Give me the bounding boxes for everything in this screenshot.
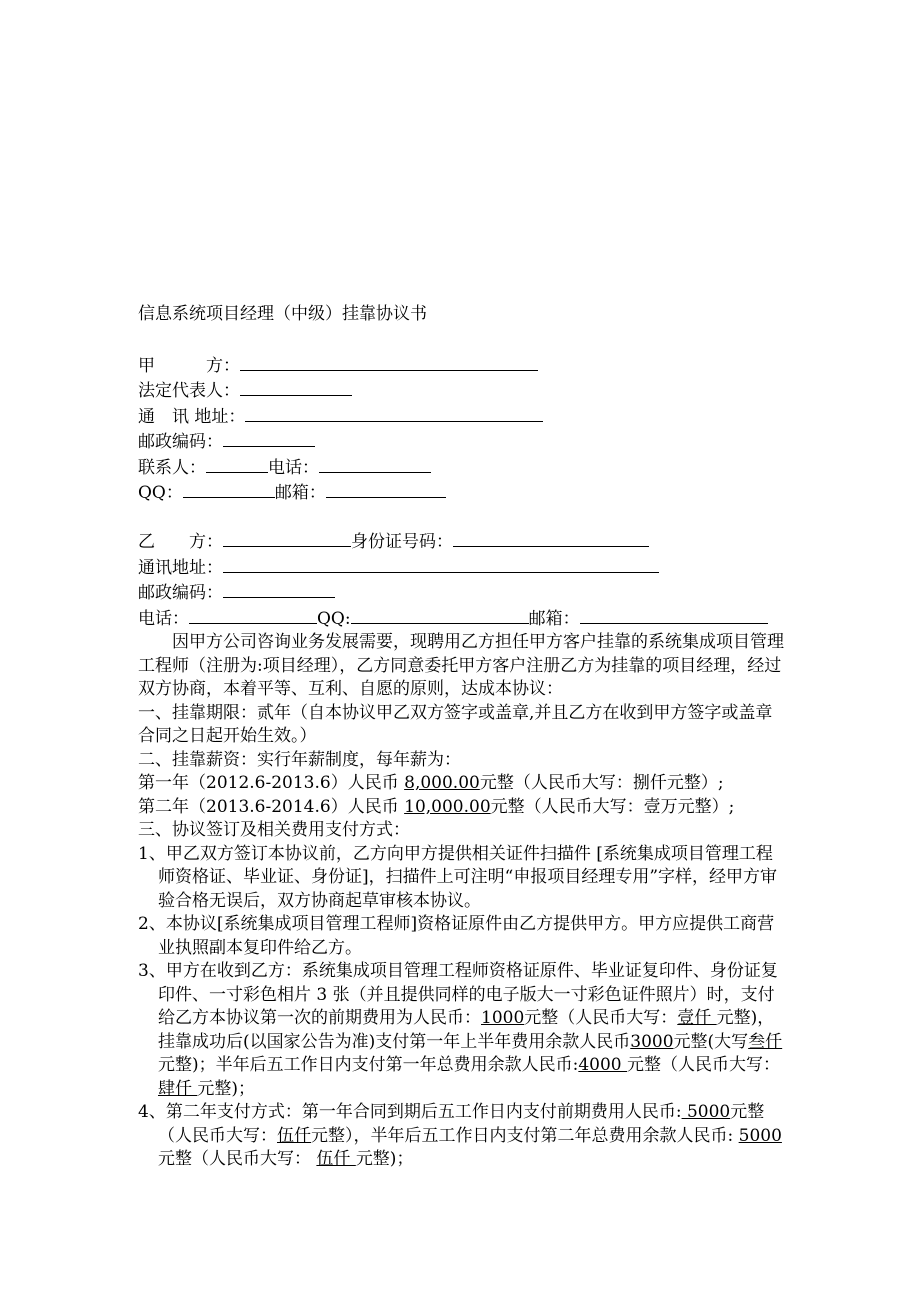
item-4-text-c: 元整），半年后五工作日内支付第二年总费用余款人民币:	[311, 1125, 739, 1146]
intro-paragraph: 因甲方公司咨询业务发展需要，现聘用乙方担任甲方客户挂靠的系统集成项目管理工程师（注册为:项目经理），乙方同意委托甲方客户注册乙方为挂靠的项目经理，经过双方协商，本着平等、互利、自愿的原则，达成本协议：	[138, 632, 784, 699]
party-a-qq-row	[138, 480, 788, 506]
party-b-zip-row	[138, 580, 788, 606]
payment-item-3	[138, 960, 788, 1101]
party-b-email-label: 邮箱：	[528, 608, 580, 629]
item-3-text-b: 元整（人民币大写：	[524, 1008, 678, 1028]
year-1-suffix: 元整（人民币大写：捌仟元整）;	[479, 773, 724, 793]
party-b-zip-label: 邮政编码：	[138, 583, 223, 603]
item-3-amount-1: 1000	[481, 1008, 525, 1028]
clause-salary: 二、挂靠薪资：实行年薪制度，每年薪为：	[138, 749, 461, 770]
item-3-amount-3: 3000	[630, 1031, 674, 1052]
item-3-text-e: 元整)；半年后五工作日内支付第一年总费用余款人民币:	[158, 1055, 579, 1075]
clause-payment: 三、协议签订及相关费用支付方式：	[138, 820, 410, 840]
item-3-text-c: 元整)，挂靠成功后(以国家公告为准)支付第一年上半年费用余款人民币	[158, 1008, 775, 1052]
payment-item-2: 2、本协议[系统集成项目管理工程师]资格证原件由乙方提供甲方。甲方应提供工商营业执照副本复印件给乙方。	[138, 914, 775, 958]
section-gap	[138, 506, 788, 530]
party-b-addr-label: 通讯地址：	[138, 557, 223, 578]
payment-item-1: 1、甲乙双方签订本协议前，乙方向甲方提供相关证件扫描件 [系统集成项目管理工程师资格证、毕业证、身份证]，扫描件上可注明“申报项目经理专用”字样，经甲方审验合格无误后，双方协商起草审核本协议。	[138, 843, 778, 911]
item-4-amount-4: 伍仟	[316, 1149, 356, 1169]
item-4-text-e: 元整)；	[355, 1149, 414, 1169]
item-4-amount-1: 5000	[681, 1102, 731, 1122]
clause-term: 一、挂靠期限：贰年（自本协议甲乙双方签字或盖章,并且乙方在收到甲方签字或盖章合同之日起开始生效。）	[138, 702, 773, 746]
document-title: 信息系统项目经理（中级）挂靠协议书	[138, 304, 427, 324]
party-b-qq-blank	[351, 606, 529, 624]
party-a-qq-blank	[183, 480, 275, 498]
party-a-addr-label: 通 讯 地址：	[138, 406, 246, 427]
party-a-contact-label: 联系人：	[138, 457, 206, 478]
item-3-amount-2: 壹仟	[677, 1008, 717, 1028]
item-3-amount-6: 肆仟	[158, 1078, 198, 1099]
party-a-email-blank	[326, 480, 446, 498]
year-2-suffix: 元整（人民币大写：壹万元整）;	[490, 796, 735, 817]
party-a-name-blank	[240, 353, 538, 371]
party-a-zip-label: 邮政编码：	[138, 432, 223, 452]
party-a-rep-row	[138, 378, 788, 404]
party-a-addr-row	[138, 404, 788, 430]
party-a-rep-blank	[240, 378, 352, 396]
year-1-prefix: 第一年（2012.6-2013.6）人民币	[138, 773, 405, 793]
party-a-phone-label: 电话：	[268, 457, 319, 478]
party-b-addr-blank	[223, 555, 659, 573]
party-b-name-row	[138, 529, 788, 555]
party-b-phone-blank	[189, 606, 317, 624]
payment-item-4	[138, 1101, 788, 1172]
party-a-contact-blank	[206, 455, 268, 473]
salary-year-2	[138, 796, 788, 820]
party-b-addr-row	[138, 555, 788, 581]
party-a-name-row	[138, 353, 788, 379]
item-3-text-a: 3、甲方在收到乙方：系统集成项目管理工程师资格证原件、毕业证复印件、身份证复印件、一寸彩色相片 3 张（并且提供同样的电子版大一寸彩色证件照片）时，支付给乙方本协议第一次的前期费用为人民币：	[138, 961, 778, 1028]
item-4-text-d: 元整（人民币大写：	[158, 1149, 317, 1169]
party-a-addr-blank	[245, 404, 543, 422]
party-b-id-label: 身份证号码：	[351, 532, 453, 552]
item-4-amount-2: 伍仟	[277, 1125, 311, 1146]
party-a-email-label: 邮箱：	[274, 483, 326, 503]
item-3-amount-4: 叁仟	[748, 1031, 783, 1052]
document-body	[138, 303, 788, 1172]
item-3-text-d: 元整(大写	[673, 1031, 749, 1052]
item-3-text-f: 元整（人民币大写：	[627, 1055, 781, 1075]
year-2-prefix: 第二年（2013.6-2014.6）人民币	[138, 796, 405, 817]
party-a-contact-row	[138, 455, 788, 481]
party-b-name-label: 乙 方：	[138, 532, 223, 552]
party-a-phone-blank	[319, 455, 431, 473]
item-3-amount-5: 4000	[578, 1055, 628, 1075]
party-b-zip-blank	[223, 580, 335, 598]
item-3-text-g: 元整)；	[197, 1078, 256, 1099]
item-4-text-b: 元整（人民币大写：	[158, 1102, 765, 1146]
party-b-email-blank	[580, 606, 768, 624]
salary-year-1	[138, 772, 788, 796]
party-b-phone-row	[138, 606, 788, 632]
party-b-phone-label: 电话：	[138, 608, 189, 629]
year-1-amount: 8,000.00	[404, 773, 480, 793]
party-a-rep-label: 法定代表人：	[138, 381, 240, 401]
party-a-qq-label: QQ：	[138, 483, 183, 503]
party-a-zip-blank	[223, 429, 315, 447]
party-b-qq-label: QQ:	[317, 608, 351, 629]
party-a-zip-row	[138, 429, 788, 455]
item-4-text-a: 4、第二年支付方式：第一年合同到期后五工作日内支付前期费用人民币:	[138, 1102, 682, 1122]
party-a-name-label: 甲 方：	[138, 355, 240, 376]
party-b-id-blank	[453, 529, 649, 547]
year-2-amount: 10,000.00	[404, 796, 491, 817]
item-4-amount-3: 5000	[738, 1125, 782, 1146]
party-b-name-blank	[223, 529, 351, 547]
